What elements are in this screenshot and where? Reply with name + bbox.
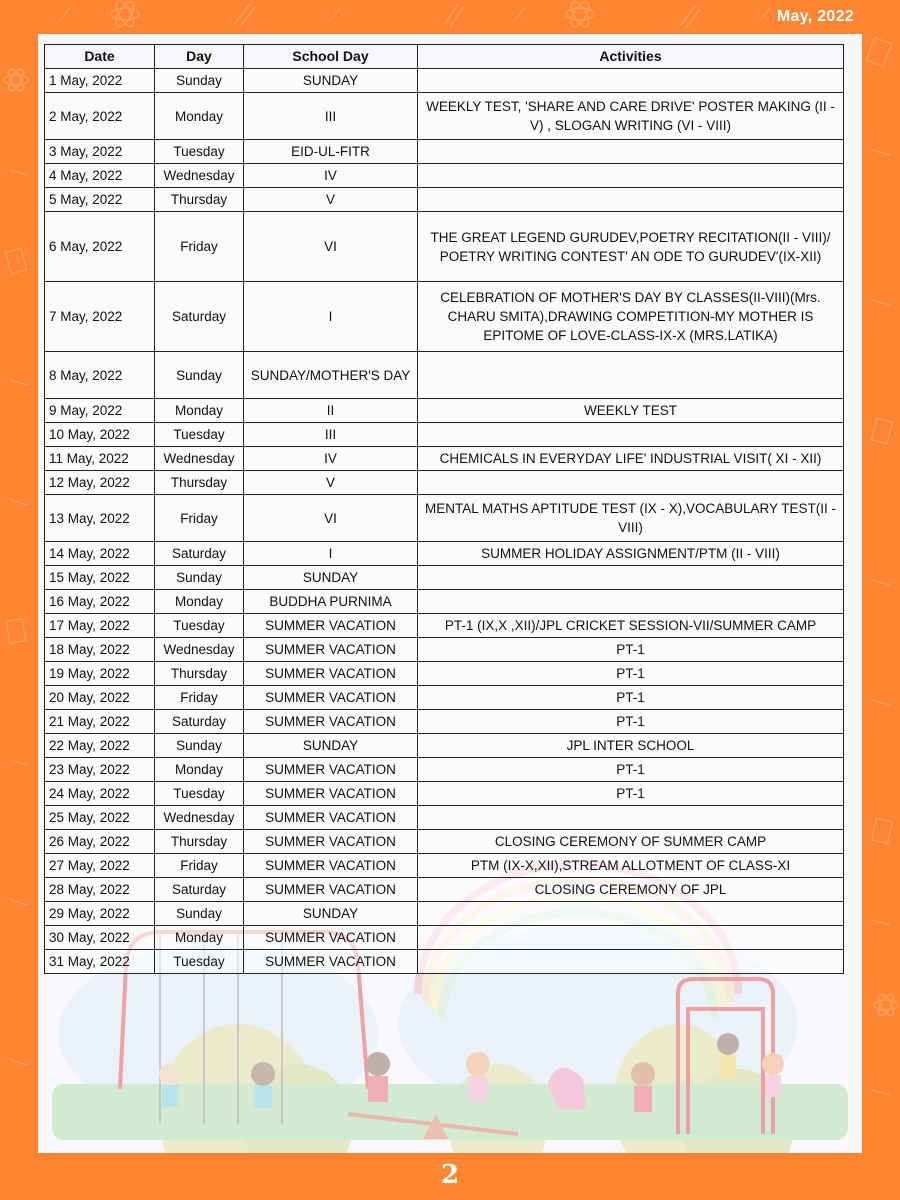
table-row: [45, 212, 844, 282]
atom-icon: [4, 67, 28, 93]
day-cell: Sunday: [155, 734, 244, 758]
date-cell: 14 May, 2022: [45, 542, 155, 566]
table-row: [45, 878, 844, 902]
school-day-cell: SUMMER VACATION: [244, 758, 418, 782]
school-day-cell: SUMMER VACATION: [244, 710, 418, 734]
activities-cell: [418, 423, 844, 447]
day-cell: Sunday: [155, 566, 244, 590]
school-day-cell: SUMMER VACATION: [244, 950, 418, 974]
table-row: [45, 282, 844, 352]
activities-cell: PT-1: [418, 758, 844, 782]
activities-cell: PT-1: [418, 638, 844, 662]
column-header-date: Date: [45, 45, 155, 69]
school-day-cell: SUMMER VACATION: [244, 782, 418, 806]
date-cell: 9 May, 2022: [45, 399, 155, 423]
day-cell: Wednesday: [155, 447, 244, 471]
activities-cell: CLOSING CEREMONY OF SUMMER CAMP: [418, 830, 844, 854]
date-cell: 28 May, 2022: [45, 878, 155, 902]
school-day-cell: SUNDAY: [244, 69, 418, 93]
table-row: [45, 542, 844, 566]
column-header-day: Day: [155, 45, 244, 69]
monthly-calendar-table: [44, 44, 844, 974]
atom-icon: [566, 0, 594, 29]
date-cell: 23 May, 2022: [45, 758, 155, 782]
school-day-cell: I: [244, 542, 418, 566]
activities-cell: PT-1 (IX,X ,XII)/JPL CRICKET SESSION-VII/SUMMER CAMP: [418, 614, 844, 638]
day-cell: Tuesday: [155, 140, 244, 164]
school-day-cell: EID-UL-FITR: [244, 140, 418, 164]
date-cell: 11 May, 2022: [45, 447, 155, 471]
table-row: [45, 830, 844, 854]
school-day-cell: V: [244, 188, 418, 212]
date-cell: 6 May, 2022: [45, 212, 155, 282]
table-row: [45, 399, 844, 423]
date-cell: 2 May, 2022: [45, 93, 155, 140]
table-row: [45, 69, 844, 93]
day-cell: Thursday: [155, 188, 244, 212]
table-row: [45, 758, 844, 782]
school-day-cell: II: [244, 399, 418, 423]
school-day-cell: IV: [244, 164, 418, 188]
activities-cell: CELEBRATION OF MOTHER'S DAY BY CLASSES(II-VIII)(Mrs. CHARU SMITA),DRAWING COMPETITION-MY MOTHER IS EPITOME OF LOVE-CLASS-IX-X (MRS.LATIKA): [418, 282, 844, 352]
date-cell: 3 May, 2022: [45, 140, 155, 164]
page-number: 2: [440, 1160, 460, 1190]
school-day-cell: SUNDAY: [244, 734, 418, 758]
day-cell: Wednesday: [155, 806, 244, 830]
school-day-cell: I: [244, 282, 418, 352]
school-day-cell: III: [244, 423, 418, 447]
school-day-cell: SUMMER VACATION: [244, 878, 418, 902]
activities-cell: [418, 566, 844, 590]
table-row: [45, 423, 844, 447]
date-cell: 15 May, 2022: [45, 566, 155, 590]
day-cell: Friday: [155, 212, 244, 282]
day-cell: Monday: [155, 758, 244, 782]
day-cell: Wednesday: [155, 164, 244, 188]
school-day-cell: III: [244, 93, 418, 140]
date-cell: 4 May, 2022: [45, 164, 155, 188]
day-cell: Thursday: [155, 662, 244, 686]
activities-cell: PT-1: [418, 782, 844, 806]
activities-cell: [418, 806, 844, 830]
table-row: [45, 902, 844, 926]
activities-cell: PT-1: [418, 662, 844, 686]
school-day-cell: SUMMER VACATION: [244, 614, 418, 638]
pencil-icon: [235, 4, 700, 29]
activities-cell: THE GREAT LEGEND GURUDEV,POETRY RECITATION(II - VIII)/ POETRY WRITING CONTEST' AN ODE TO GURUDEV'(IX-XII): [418, 212, 844, 282]
day-cell: Friday: [155, 854, 244, 878]
table-row: [45, 734, 844, 758]
day-cell: Thursday: [155, 830, 244, 854]
activities-cell: [418, 164, 844, 188]
activities-cell: [418, 950, 844, 974]
date-cell: 17 May, 2022: [45, 614, 155, 638]
school-day-cell: SUMMER VACATION: [244, 638, 418, 662]
activities-cell: [418, 140, 844, 164]
activities-cell: WEEKLY TEST, 'SHARE AND CARE DRIVE' POSTER MAKING (II - V) , SLOGAN WRITING (VI - VIII): [418, 93, 844, 140]
activities-cell: [418, 590, 844, 614]
activities-cell: [418, 471, 844, 495]
date-cell: 29 May, 2022: [45, 902, 155, 926]
activities-cell: CHEMICALS IN EVERYDAY LIFE' INDUSTRIAL VISIT( XI - XII): [418, 447, 844, 471]
school-day-cell: VI: [244, 212, 418, 282]
activities-cell: [418, 352, 844, 399]
table-row: [45, 686, 844, 710]
table-row: [45, 471, 844, 495]
table-row: [45, 710, 844, 734]
date-cell: 8 May, 2022: [45, 352, 155, 399]
school-day-cell: VI: [244, 495, 418, 542]
day-cell: Saturday: [155, 878, 244, 902]
school-day-cell: SUMMER VACATION: [244, 686, 418, 710]
date-cell: 7 May, 2022: [45, 282, 155, 352]
table-row: [45, 854, 844, 878]
table-row: [45, 93, 844, 140]
day-cell: Tuesday: [155, 423, 244, 447]
calendar-panel: [38, 34, 862, 1153]
date-cell: 26 May, 2022: [45, 830, 155, 854]
school-day-cell: IV: [244, 447, 418, 471]
activities-cell: PTM (IX-X,XII),STREAM ALLOTMENT OF CLASS-XI: [418, 854, 844, 878]
column-header-school-day: School Day: [244, 45, 418, 69]
date-cell: 24 May, 2022: [45, 782, 155, 806]
table-row: [45, 638, 844, 662]
day-cell: Saturday: [155, 710, 244, 734]
day-cell: Monday: [155, 590, 244, 614]
date-cell: 10 May, 2022: [45, 423, 155, 447]
day-cell: Monday: [155, 399, 244, 423]
activities-cell: [418, 926, 844, 950]
activities-cell: [418, 188, 844, 212]
date-cell: 30 May, 2022: [45, 926, 155, 950]
school-day-cell: BUDDHA PURNIMA: [244, 590, 418, 614]
activities-cell: [418, 902, 844, 926]
date-cell: 25 May, 2022: [45, 806, 155, 830]
school-day-cell: SUNDAY/MOTHER'S DAY: [244, 352, 418, 399]
school-day-cell: SUNDAY: [244, 566, 418, 590]
table-row: [45, 447, 844, 471]
day-cell: Tuesday: [155, 782, 244, 806]
date-cell: 22 May, 2022: [45, 734, 155, 758]
school-day-cell: SUNDAY: [244, 902, 418, 926]
date-cell: 19 May, 2022: [45, 662, 155, 686]
date-cell: 5 May, 2022: [45, 188, 155, 212]
school-day-cell: SUMMER VACATION: [244, 806, 418, 830]
day-cell: Saturday: [155, 542, 244, 566]
date-cell: 20 May, 2022: [45, 686, 155, 710]
date-cell: 1 May, 2022: [45, 69, 155, 93]
table-row: [45, 188, 844, 212]
date-cell: 13 May, 2022: [45, 495, 155, 542]
table-row: [45, 614, 844, 638]
table-row: [45, 164, 844, 188]
activities-cell: CLOSING CEREMONY OF JPL: [418, 878, 844, 902]
table-row: [45, 782, 844, 806]
activities-cell: SUMMER HOLIDAY ASSIGNMENT/PTM (II - VIII): [418, 542, 844, 566]
day-cell: Sunday: [155, 69, 244, 93]
day-cell: Sunday: [155, 902, 244, 926]
table-row: [45, 590, 844, 614]
atom-icon: [874, 992, 898, 1018]
day-cell: Tuesday: [155, 950, 244, 974]
day-cell: Sunday: [155, 352, 244, 399]
date-cell: 27 May, 2022: [45, 854, 155, 878]
school-day-cell: SUMMER VACATION: [244, 926, 418, 950]
day-cell: Tuesday: [155, 614, 244, 638]
activities-cell: PT-1: [418, 710, 844, 734]
column-header-activities: Activities: [418, 45, 844, 69]
date-cell: 18 May, 2022: [45, 638, 155, 662]
date-cell: 16 May, 2022: [45, 590, 155, 614]
table-row: [45, 806, 844, 830]
atom-icon: [111, 0, 139, 29]
day-cell: Thursday: [155, 471, 244, 495]
school-day-cell: SUMMER VACATION: [244, 662, 418, 686]
activities-cell: PT-1: [418, 686, 844, 710]
day-cell: Wednesday: [155, 638, 244, 662]
date-cell: 21 May, 2022: [45, 710, 155, 734]
school-day-cell: SUMMER VACATION: [244, 854, 418, 878]
day-cell: Friday: [155, 495, 244, 542]
table-row: [45, 926, 844, 950]
school-day-cell: SUMMER VACATION: [244, 830, 418, 854]
activities-cell: MENTAL MATHS APTITUDE TEST (IX - X),VOCABULARY TEST(II - VIII): [418, 495, 844, 542]
table-body: [45, 69, 844, 974]
table-row: [45, 140, 844, 164]
date-cell: 31 May, 2022: [45, 950, 155, 974]
activities-cell: WEEKLY TEST: [418, 399, 844, 423]
table-row: [45, 950, 844, 974]
school-day-cell: V: [244, 471, 418, 495]
month-label: May, 2022: [776, 8, 854, 25]
table-header-row: [45, 45, 844, 69]
table-row: [45, 495, 844, 542]
table-row: [45, 566, 844, 590]
table-row: [45, 662, 844, 686]
activities-cell: [418, 69, 844, 93]
table-row: [45, 352, 844, 399]
day-cell: Monday: [155, 926, 244, 950]
day-cell: Monday: [155, 93, 244, 140]
day-cell: Saturday: [155, 282, 244, 352]
day-cell: Friday: [155, 686, 244, 710]
date-cell: 12 May, 2022: [45, 471, 155, 495]
activities-cell: JPL INTER SCHOOL: [418, 734, 844, 758]
